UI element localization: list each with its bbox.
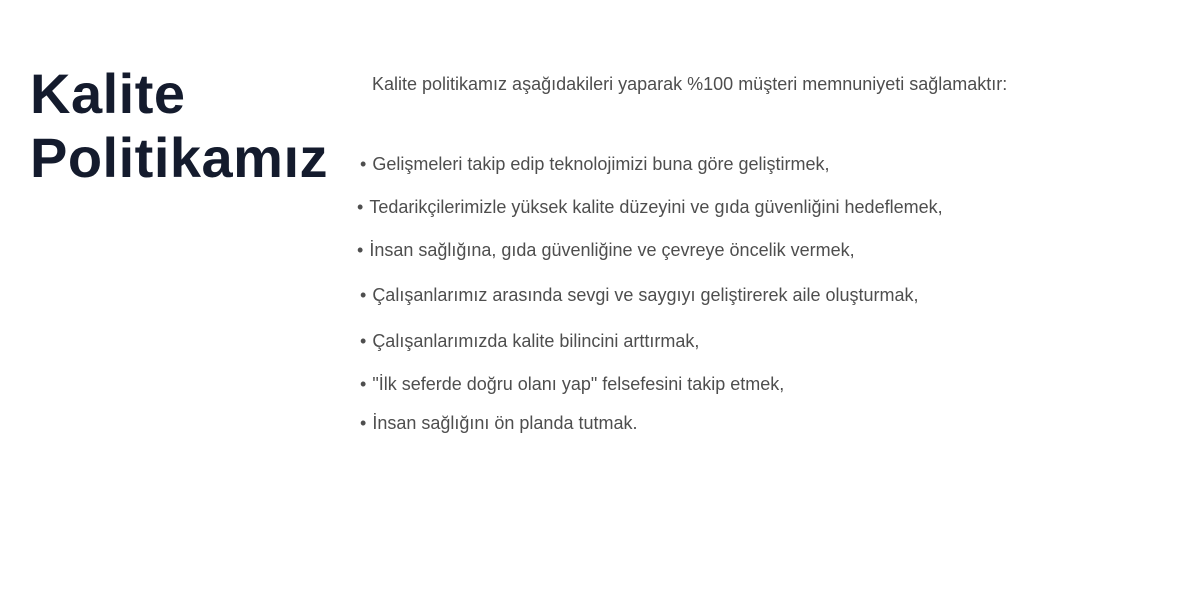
page-title-line-1: Kalite: [30, 62, 186, 125]
bullet-icon: •: [360, 285, 367, 305]
list-item: [357, 238, 855, 262]
list-item: [360, 283, 919, 307]
bullet-icon: •: [360, 331, 367, 351]
list-item: [360, 372, 784, 396]
list-item-text: İnsan sağlığına, gıda güvenliğine ve çevreye öncelik vermek,: [369, 240, 855, 260]
list-item-text: "İlk seferde doğru olanı yap" felsefesini takip etmek,: [372, 374, 785, 394]
list-item: [360, 411, 638, 435]
list-item-text: Tedarikçilerimizle yüksek kalite düzeyini ve gıda güvenliğini hedeflemek,: [369, 197, 943, 217]
bullet-icon: •: [357, 240, 364, 260]
list-item: [360, 152, 830, 176]
list-item-text: Gelişmeleri takip edip teknolojimizi buna göre geliştirmek,: [372, 154, 830, 174]
list-item-text: Çalışanlarımız arasında sevgi ve saygıyı geliştirerek aile oluşturmak,: [372, 285, 919, 305]
bullet-icon: •: [360, 154, 367, 174]
bullet-icon: •: [360, 413, 367, 433]
list-item-text: Çalışanlarımızda kalite bilincini arttırmak,: [372, 331, 700, 351]
page-title-line-2: Politikamız: [30, 126, 329, 189]
list-item: [357, 195, 943, 219]
list-item-text: İnsan sağlığını ön planda tutmak.: [372, 413, 638, 433]
page-title: [30, 62, 328, 190]
list-item: [360, 329, 699, 353]
intro-text: Kalite politikamız aşağıdakileri yaparak %100 müşteri memnuniyeti sağlamaktır:: [372, 74, 1008, 94]
bullet-icon: •: [357, 197, 364, 217]
bullet-icon: •: [360, 374, 367, 394]
